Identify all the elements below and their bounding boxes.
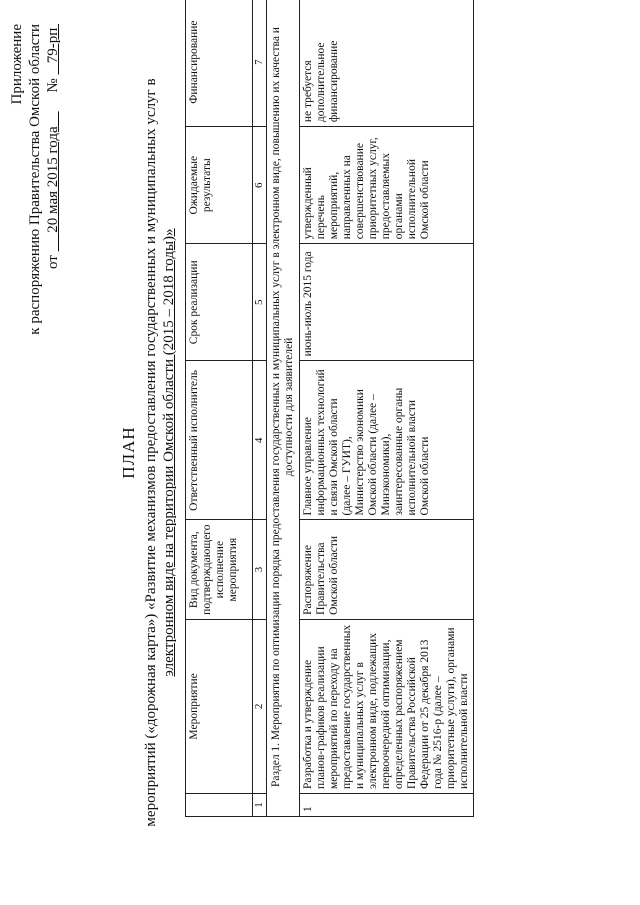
appendix-from-label: от: [45, 255, 61, 270]
header-activity: Мероприятие: [186, 619, 253, 793]
section-row: [267, 0, 300, 817]
column-number: 1: [253, 793, 267, 816]
header-results: Ожидаемые результаты: [186, 127, 253, 244]
row-activity: Разработка и утверждение планов-графиков реализации мероприятий по переходу на предоставление государственных и муниципальных услуг в электронном виде, подлежащих первоочередной оптимизации, определенных распоряжением Правительства Российской Федерации от 25 декабря 2013 года № 2516-р (далее – приоритетные услуги), органами исполнительной власти: [300, 619, 474, 793]
row-executor: Главное управление информационных технологий и связи Омской области (далее – ГУИТ), Министерство экономики Омской области (далее – Минэкономики), заинтересованные органы исполнительной власти Омской области: [300, 361, 474, 520]
header-financing: Финансирование: [186, 0, 253, 127]
table-row: [300, 0, 474, 817]
appendix-number: 79-рп: [45, 27, 61, 64]
column-number: 4: [253, 361, 267, 520]
column-number: 5: [253, 244, 267, 361]
section-title: Раздел 1. Мероприятия по оптимизации порядка предоставления государственных и муниципальных услуг в электронном виде, повышению их качества и доступности для заявителей: [267, 0, 300, 817]
appendix-number-label: №: [45, 78, 61, 93]
row-number: 1: [300, 793, 474, 816]
title-line-1: мероприятий («дорожная карта») «Развитие механизмов предоставления государственных и муниципальных услуг в: [143, 78, 159, 827]
column-number: 3: [253, 520, 267, 619]
column-number-row: [253, 0, 267, 817]
appendix-order-ref: к распоряжению Правительства Омской области: [27, 24, 43, 335]
row-results: утвержденный перечень мероприятий, направленных на совершенствование приоритетных услуг, предоставляемых органами исполнительной Омской области: [300, 127, 474, 244]
document-title: [120, 40, 178, 865]
appendix-block: [8, 24, 62, 354]
plan-heading: ПЛАН: [119, 426, 138, 479]
column-number: 2: [253, 619, 267, 793]
title-line-2: электронном виде на территории Омской области (2015 – 2018 годы)»: [161, 228, 177, 677]
row-term: июнь-июль 2015 года: [300, 244, 474, 361]
appendix-date-line: [44, 24, 62, 354]
column-number: 7: [253, 0, 267, 127]
table-header-row: [186, 0, 253, 817]
header-executor: Ответственный исполнитель: [186, 361, 253, 520]
header-document: Вид документа, подтверждающего исполнение мероприятия: [186, 520, 253, 619]
row-document: Распоряжение Правительства Омской области: [300, 520, 474, 619]
row-financing: не требуется дополнительное финансирование: [300, 0, 474, 127]
appendix-date: 20 мая 2015 года: [45, 126, 61, 233]
column-number: 6: [253, 127, 267, 244]
header-num: [186, 793, 253, 816]
appendix-title: Приложение: [9, 24, 25, 105]
header-term: Срок реализации: [186, 244, 253, 361]
plan-table: [185, 0, 474, 817]
